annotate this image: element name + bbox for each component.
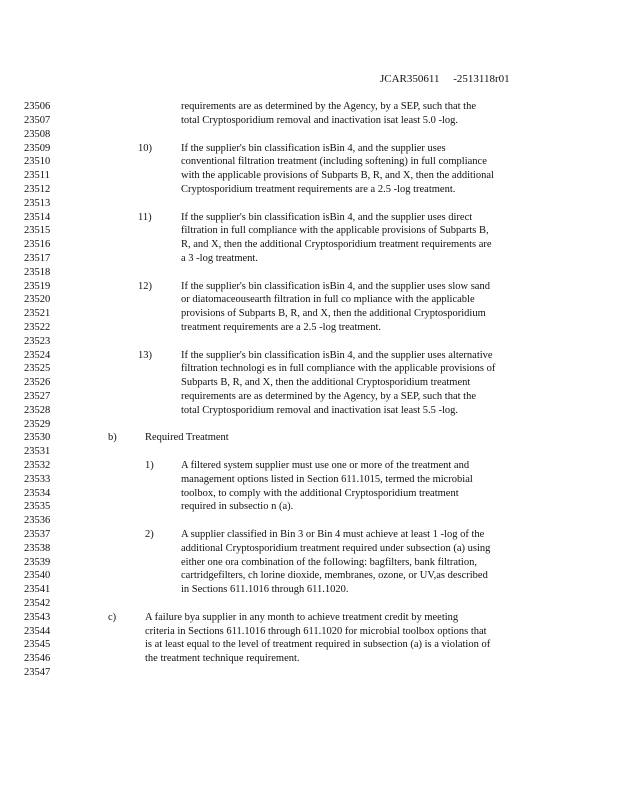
text-line: toolbox, to comply with the additional Cryptosporidium treatment [181, 488, 459, 499]
line-number: 23506 [24, 101, 51, 112]
text-line: R, and X, then the additional Cryptosporidium treatment requirements are [181, 239, 492, 250]
text-line: criteria in Sections 611.1016 through 611.1020 for microbial toolbox options that [145, 626, 487, 637]
text-line: Subparts B, R, and X, then the additional Cryptosporidium treatment [181, 377, 471, 388]
text-line: A supplier classified in Bin 3 or Bin 4 must achieve at least 1 -log of the [181, 529, 485, 540]
line-number: 23528 [24, 405, 51, 416]
line-number: 23525 [24, 363, 51, 374]
line-number: 23542 [24, 598, 51, 609]
text-line: filtration in full compliance with the applicable provisions of Subparts B, [181, 225, 489, 236]
line-number: 23544 [24, 626, 51, 637]
item-label: 11) [138, 212, 152, 223]
text-line: total Cryptosporidium removal and inactivation isat least 5.5 -log. [181, 405, 459, 416]
line-number: 23523 [24, 336, 51, 347]
line-number: 23524 [24, 350, 51, 361]
text-line: either one ora combination of the following: bagfilters, bank filtration, [181, 557, 477, 568]
line-number: 23540 [24, 570, 51, 581]
text-line: a 3 -log treatment. [181, 253, 258, 264]
subsection-heading: Required Treatment [145, 432, 229, 443]
text-line: If the supplier's bin classification isBin 4, and the supplier uses slow sand [181, 281, 490, 292]
item-label: 13) [138, 350, 152, 361]
line-number: 23514 [24, 212, 51, 223]
text-line: management options listed in Section 611.1015, termed the microbial [181, 474, 473, 485]
text-line: provisions of Subparts B, R, and X, then the additional Cryptosporidium [181, 308, 486, 319]
text-line: cartridgefilters, ch lorine dioxide, membranes, ozone, or UV,as described [181, 570, 488, 581]
line-number: 23534 [24, 488, 51, 499]
line-number: 23520 [24, 294, 51, 305]
line-number: 23531 [24, 446, 51, 457]
line-number: 23532 [24, 460, 51, 471]
subsection-label: b) [108, 432, 117, 443]
text-line: additional Cryptosporidium treatment required under subsection (a) using [181, 543, 491, 554]
line-number: 23513 [24, 198, 51, 209]
text-line: A failure bya supplier in any month to achieve treatment credit by meeting [145, 612, 459, 623]
text-line: is at least equal to the level of treatment required in subsection (a) is a violation of [145, 639, 491, 650]
line-number: 23543 [24, 612, 51, 623]
text-line: requirements are as determined by the Agency, by a SEP, such that the [181, 391, 476, 402]
text-line: filtration technologi es in full compliance with the applicable provisions of [181, 363, 496, 374]
line-number: 23526 [24, 377, 51, 388]
line-number: 23533 [24, 474, 51, 485]
text-line: with the applicable provisions of Subparts B, R, and X, then the additional [181, 170, 494, 181]
line-number: 23535 [24, 501, 51, 512]
line-number: 23508 [24, 129, 51, 140]
text-line: A filtered system supplier must use one or more of the treatment and [181, 460, 470, 471]
text-line: If the supplier's bin classification isBin 4, and the supplier uses direct [181, 212, 473, 223]
line-number: 23539 [24, 557, 51, 568]
line-number: 23515 [24, 225, 51, 236]
line-number: 23512 [24, 184, 51, 195]
line-number: 23546 [24, 653, 51, 664]
line-number: 23518 [24, 267, 51, 278]
text-line: or diatomaceousearth filtration in full co mpliance with the applicable [181, 294, 475, 305]
document-id-header: JCAR350611 -2513118r01 [380, 73, 510, 85]
text-line: requirements are as determined by the Agency, by a SEP, such that the [181, 101, 476, 112]
line-number: 23519 [24, 281, 51, 292]
line-number: 23545 [24, 639, 51, 650]
item-label: 2) [145, 529, 154, 540]
line-number: 23517 [24, 253, 51, 264]
text-line: required in subsectio n (a). [181, 501, 294, 512]
line-number: 23510 [24, 156, 51, 167]
line-number: 23511 [24, 170, 50, 181]
text-line: If the supplier's bin classification isBin 4, and the supplier uses [181, 143, 446, 154]
text-line: total Cryptosporidium removal and inactivation isat least 5.0 -log. [181, 115, 459, 126]
line-number: 23529 [24, 419, 51, 430]
line-number: 23507 [24, 115, 51, 126]
item-label: 10) [138, 143, 152, 154]
line-number: 23522 [24, 322, 51, 333]
line-number: 23521 [24, 308, 51, 319]
item-label: 12) [138, 281, 152, 292]
line-number: 23547 [24, 667, 51, 678]
subsection-label: c) [108, 612, 117, 623]
text-line: If the supplier's bin classification isBin 4, and the supplier uses alternative [181, 350, 493, 361]
text-line: the treatment technique requirement. [145, 653, 300, 664]
line-number: 23538 [24, 543, 51, 554]
text-line: treatment requirements are a 2.5 -log treatment. [181, 322, 381, 333]
text-line: conventional filtration treatment (including softening) in full compliance [181, 156, 487, 167]
line-number: 23530 [24, 432, 51, 443]
line-number: 23537 [24, 529, 51, 540]
line-number: 23527 [24, 391, 51, 402]
line-number: 23536 [24, 515, 51, 526]
line-number: 23509 [24, 143, 51, 154]
line-number: 23541 [24, 584, 51, 595]
line-number: 23516 [24, 239, 51, 250]
text-line: in Sections 611.1016 through 611.1020. [181, 584, 349, 595]
item-label: 1) [145, 460, 154, 471]
text-line: Cryptosporidium treatment requirements are a 2.5 -log treatment. [181, 184, 456, 195]
